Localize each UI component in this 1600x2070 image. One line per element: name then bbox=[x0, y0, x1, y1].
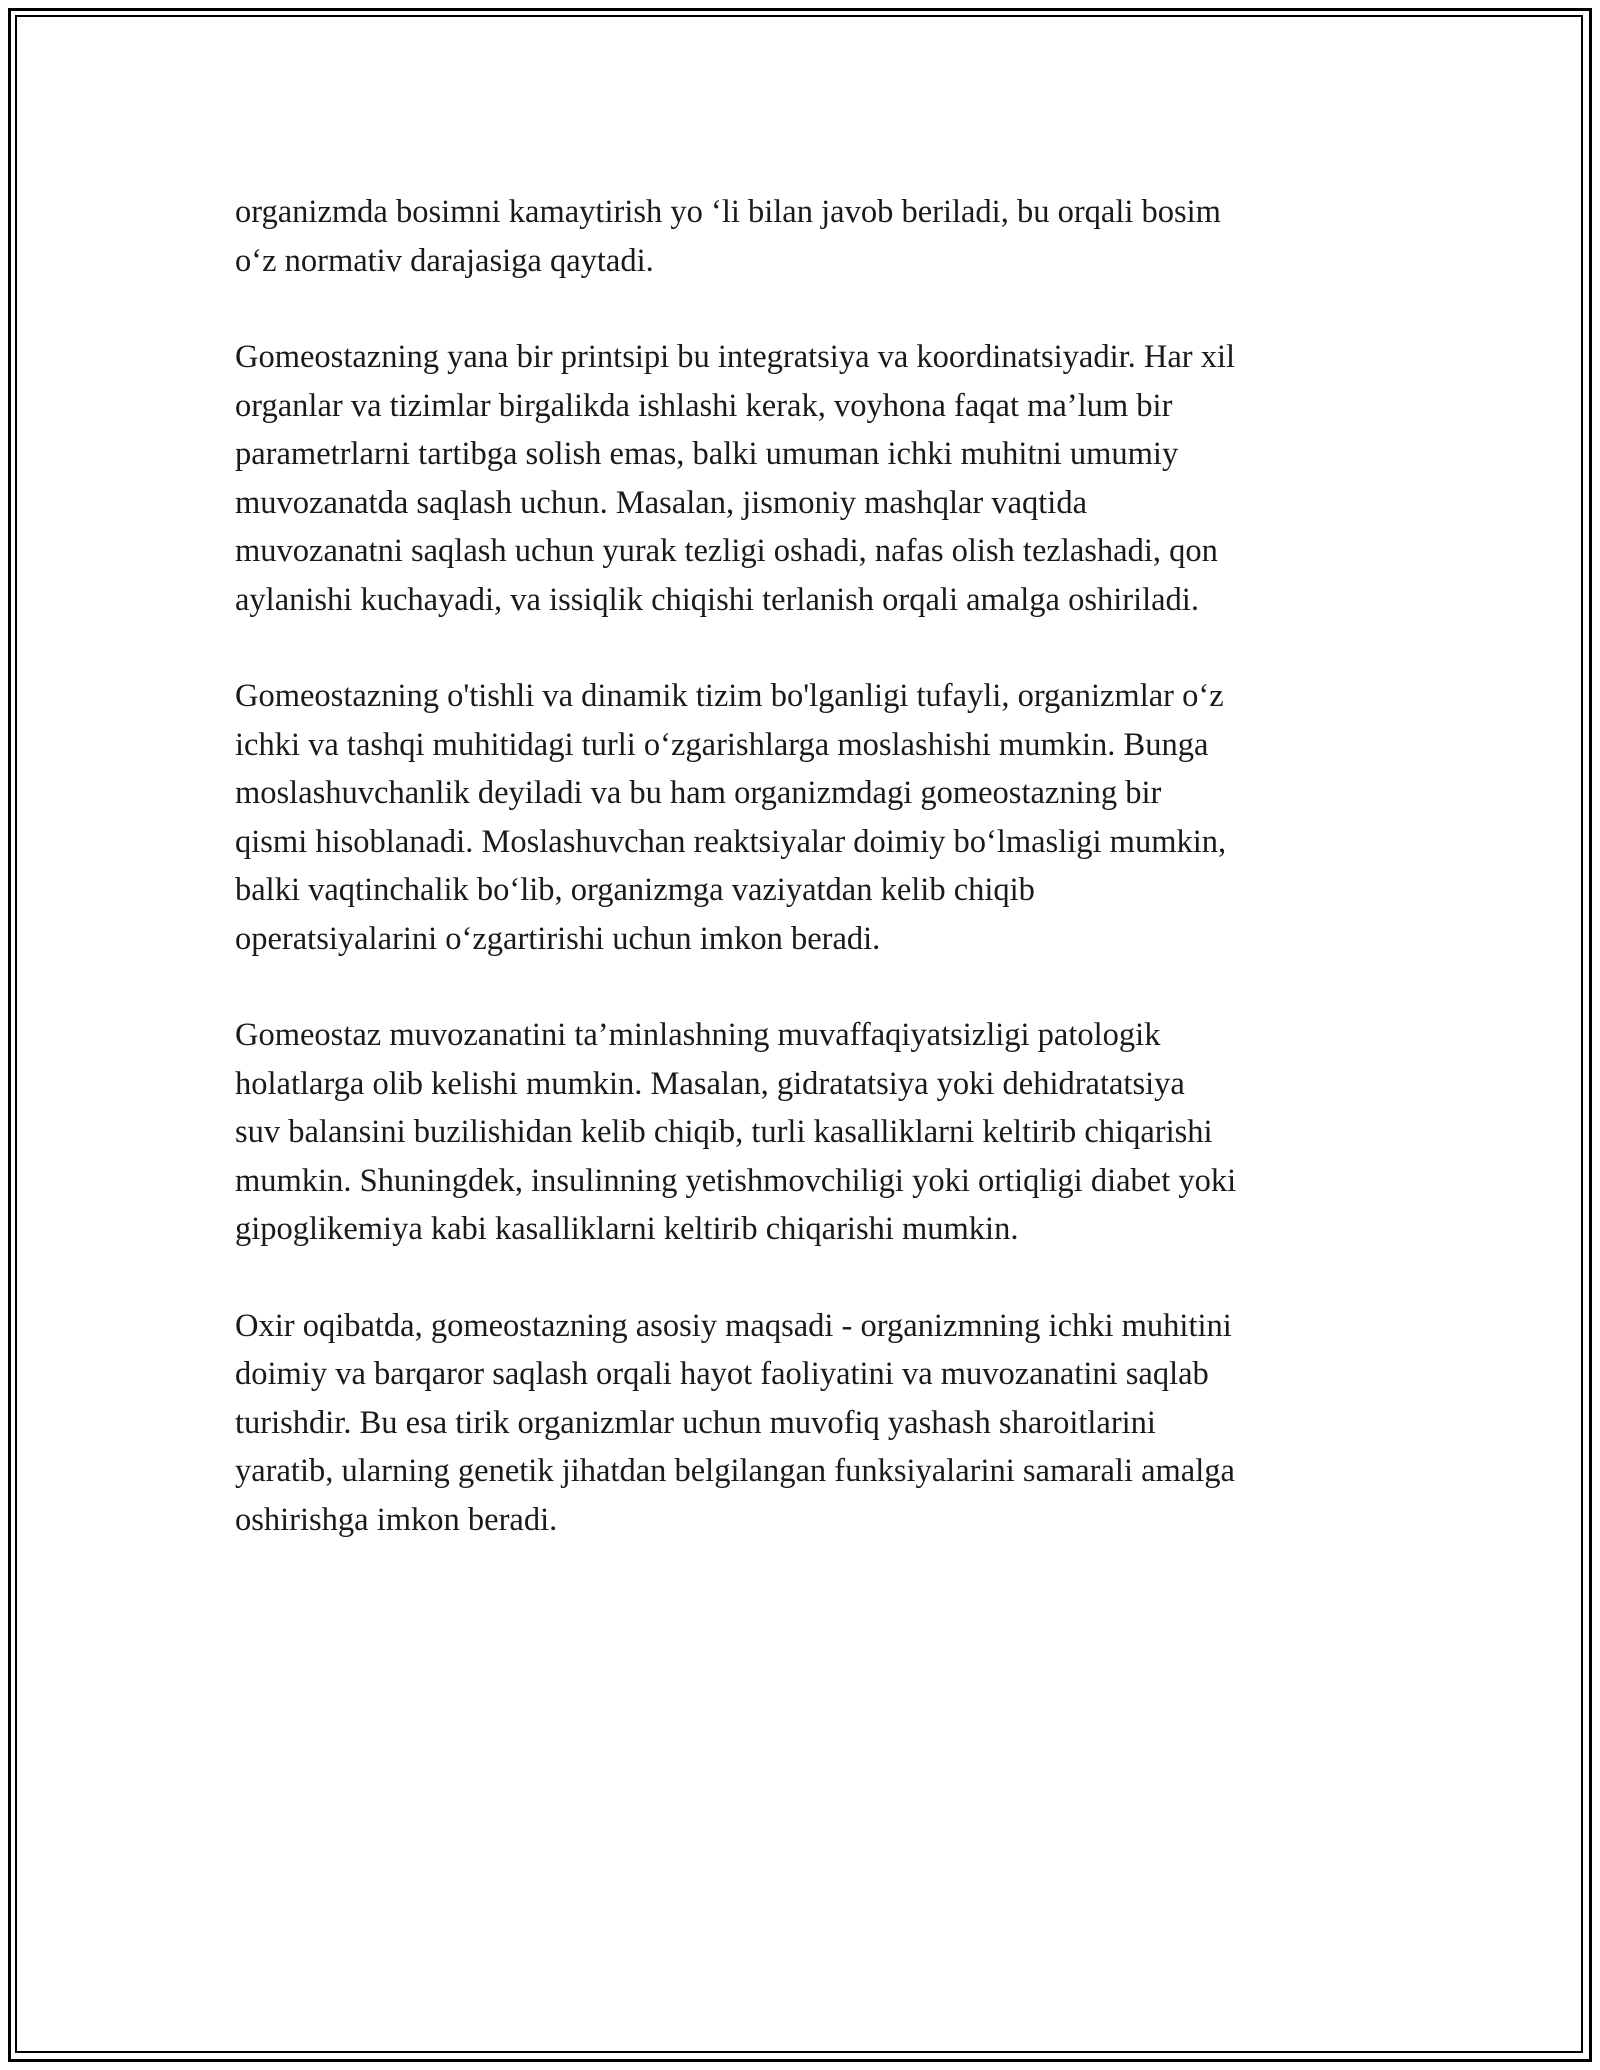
paragraph-2 bbox=[235, 333, 1385, 624]
paragraph-1 bbox=[235, 188, 1385, 285]
paragraph-line: turishdir. Bu esa tirik organizmlar uchun muvofiq yashash sharoitlarini bbox=[235, 1404, 1156, 1441]
paragraph-line: organlar va tizimlar birgalikda ishlashi kerak, voyhona faqat ma’lum bir bbox=[235, 387, 1173, 424]
paragraph-line: Gomeostazning yana bir printsipi bu integratsiya va koordinatsiyadir. Har xil bbox=[235, 339, 1236, 375]
paragraph-line: doimiy va barqaror saqlash orqali hayot faoliyatini va muvozanatini saqlab bbox=[235, 1356, 1209, 1392]
paragraph-line: organizmda bosimni kamaytirish yo ‘li bilan javob beriladi, bu orqali bosim bbox=[235, 194, 1221, 230]
paragraph-line: operatsiyalarini o‘zgartirishi uchun imkon beradi. bbox=[235, 920, 881, 957]
paragraph-line: Oxir oqibatda, gomeostazning asosiy maqsadi - organizmning ichki muhitini bbox=[235, 1307, 1232, 1344]
paragraph-line: yaratib, ularning genetik jihatdan belgilangan funksiyalarini samarali amalga bbox=[235, 1453, 1235, 1489]
paragraph-line: mumkin. Shuningdek, insulinning yetishmovchiligi yoki ortiqligi diabet yoki bbox=[235, 1162, 1237, 1199]
paragraph-line: muvozanatda saqlash uchun. Masalan, jismoniy mashqlar vaqtida bbox=[235, 484, 1088, 521]
paragraph-3 bbox=[235, 672, 1385, 963]
paragraph-line: suv balansini buzilishidan kelib chiqib, turli kasalliklarni keltirib chiqarishi bbox=[235, 1114, 1213, 1150]
paragraph-line: oshirishga imkon beradi. bbox=[235, 1501, 558, 1538]
paragraph-line: balki vaqtinchalik bo‘lib, organizmga vaziyatdan kelib chiqib bbox=[235, 872, 1035, 908]
paragraph-5 bbox=[235, 1302, 1385, 1545]
paragraph-line: aylanishi kuchayadi, va issiqlik chiqishi terlanish orqali amalga oshiriladi. bbox=[235, 581, 1199, 618]
paragraph-line: muvozanatni saqlash uchun yurak tezligi oshadi, nafas olish tezlashadi, qon bbox=[235, 533, 1218, 569]
paragraph-line: parametrlarni tartibga solish emas, balki umuman ichki muhitni umumiy bbox=[235, 436, 1179, 472]
paragraph-line: qismi hisoblanadi. Moslashuvchan reaktsiyalar doimiy bo‘lmasligi mumkin, bbox=[235, 823, 1227, 860]
paragraph-line: o‘z normativ darajasiga qaytadi. bbox=[235, 242, 654, 279]
paragraph-4 bbox=[235, 1011, 1385, 1254]
paragraph-line: holatlarga olib kelishi mumkin. Masalan, gidratatsiya yoki dehidratatsiya bbox=[235, 1065, 1185, 1102]
document-body bbox=[235, 188, 1385, 1592]
paragraph-line: ichki va tashqi muhitidagi turli o‘zgarishlarga moslashishi mumkin. Bunga bbox=[235, 726, 1209, 763]
paragraph-line: moslashuvchanlik deyiladi va bu ham organizmdagi gomeostazning bir bbox=[235, 775, 1162, 811]
paragraph-line: Gomeostazning o'tishli va dinamik tizim bo'lganligi tufayli, organizmlar o‘z bbox=[235, 678, 1224, 714]
paragraph-line: Gomeostaz muvozanatini ta’minlashning muvaffaqiyatsizligi patologik bbox=[235, 1017, 1161, 1053]
paragraph-line: gipoglikemiya kabi kasalliklarni keltirib chiqarishi mumkin. bbox=[235, 1211, 1019, 1247]
